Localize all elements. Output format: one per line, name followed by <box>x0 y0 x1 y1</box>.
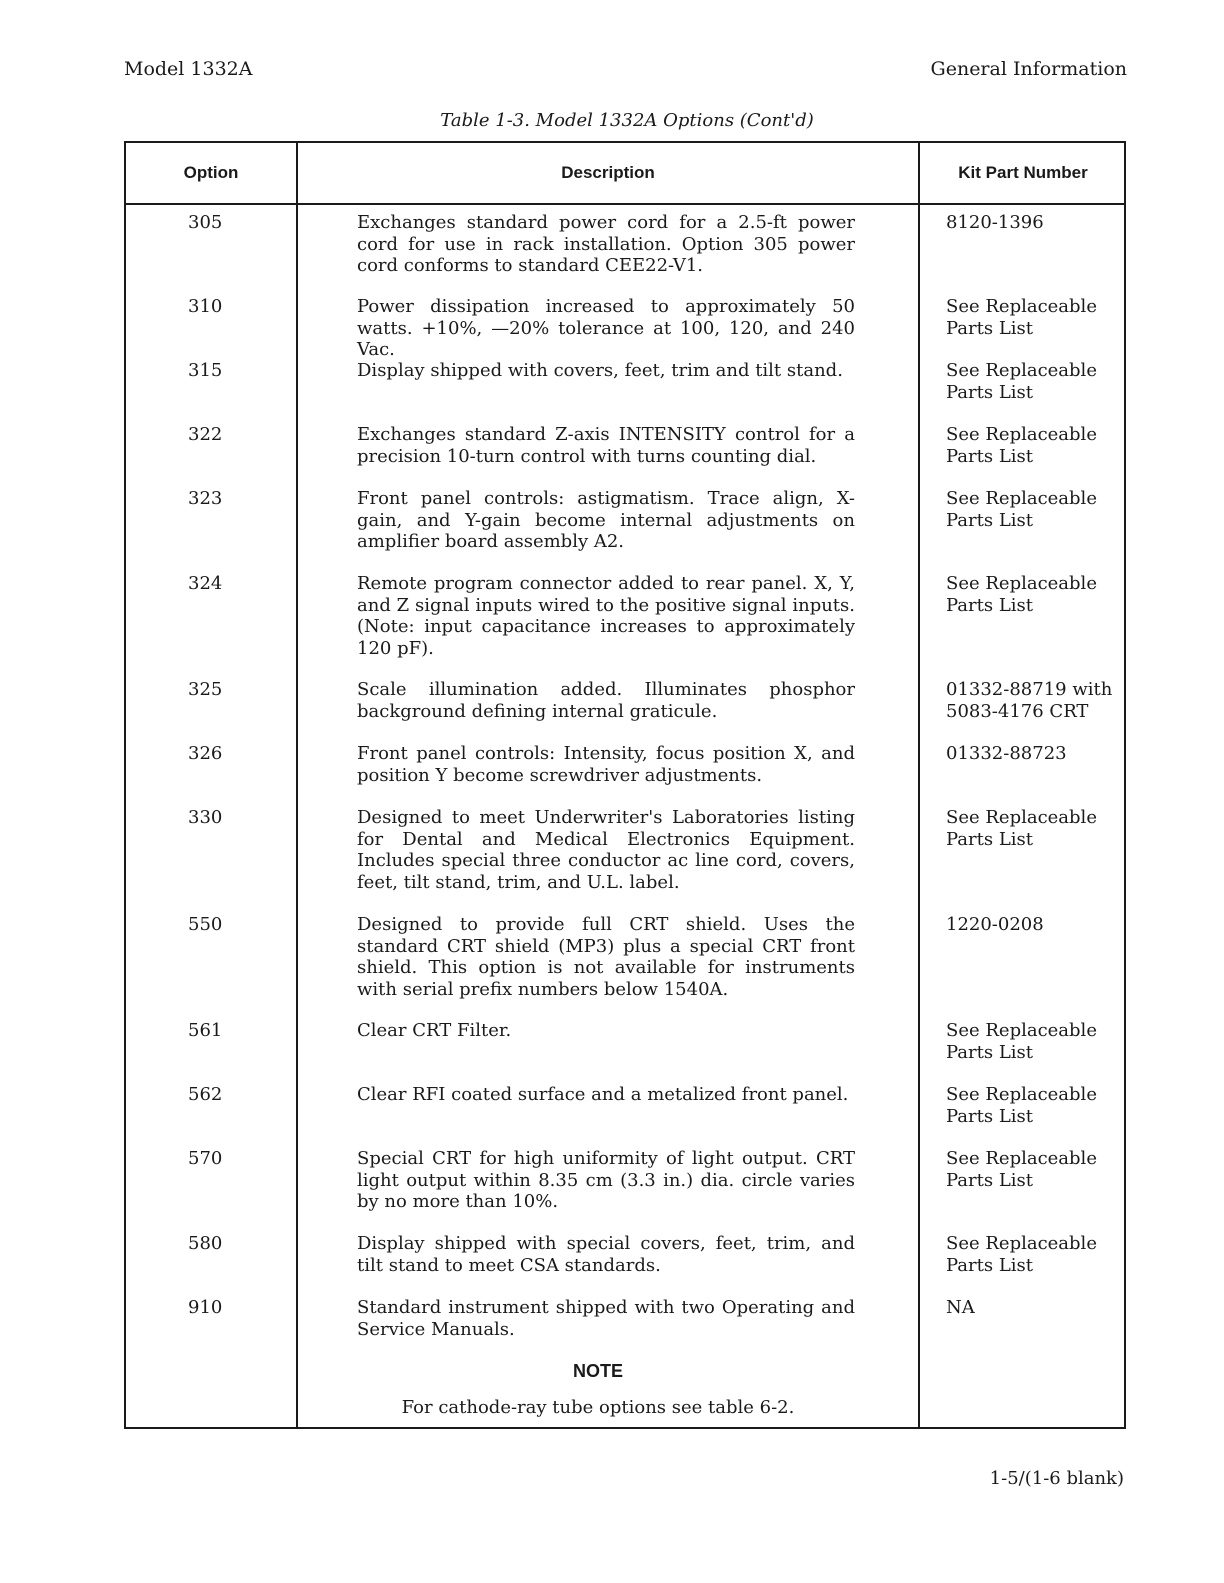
option-description: Exchanges standard power cord for a 2.5-ft power cord for use in rack installation. Option 305 power cord conforms to standard CEE22-V1. <box>357 212 855 276</box>
note-title: NOTE <box>572 1361 623 1381</box>
kit-part-number: See Replaceable Parts List <box>946 1233 1097 1276</box>
column-divider <box>296 143 298 1427</box>
page-number: 1-5/(1-6 blank) <box>989 1468 1124 1489</box>
option-number: 326 <box>188 743 223 764</box>
kit-part-number: 8120-1396 <box>946 212 1044 233</box>
kit-part-number: See Replaceable Parts List <box>946 1084 1097 1127</box>
kit-part-number: See Replaceable Parts List <box>946 807 1097 850</box>
kit-part-number: 1220-0208 <box>946 914 1044 935</box>
column-header-kit: Kit Part Number <box>958 163 1088 182</box>
option-description: Display shipped with special covers, feet, trim, and tilt stand to meet CSA standards. <box>357 1233 855 1276</box>
kit-part-number: 01332-88723 <box>946 743 1067 764</box>
option-number: 323 <box>188 488 223 509</box>
column-header-option: Option <box>183 163 239 182</box>
note-text: For cathode-ray tube options see table 6-2. <box>401 1397 795 1418</box>
kit-part-number: See Replaceable Parts List <box>946 488 1097 531</box>
option-description: Designed to provide full CRT shield. Uses the standard CRT shield (MP3) plus a special CRT front shield. This option is not available for instruments with serial prefix numbers below 1540A. <box>357 914 855 1000</box>
option-number: 580 <box>188 1233 223 1254</box>
header-model: Model 1332A <box>124 58 253 80</box>
option-number: 310 <box>188 296 223 317</box>
option-number: 570 <box>188 1148 223 1169</box>
column-header-description: Description <box>561 163 655 182</box>
option-number: 325 <box>188 679 223 700</box>
option-description: Clear RFI coated surface and a metalized front panel. <box>357 1084 849 1105</box>
option-number: 561 <box>188 1020 223 1041</box>
kit-part-number: NA <box>946 1297 975 1318</box>
kit-part-number: See Replaceable Parts List <box>946 573 1097 616</box>
kit-part-number: See Replaceable Parts List <box>946 1020 1097 1063</box>
option-number: 305 <box>188 212 223 233</box>
option-description: Special CRT for high uniformity of light output. CRT light output within 8.35 cm (3.3 in.) dia. circle varies by no more than 10%. <box>357 1148 855 1212</box>
kit-part-number: See Replaceable Parts List <box>946 360 1097 403</box>
option-description: Exchanges standard Z-axis INTENSITY control for a precision 10-turn control with turns counting dial. <box>357 424 855 467</box>
option-description: Front panel controls: astigmatism. Trace align, X-gain, and Y-gain become internal adjustments on amplifier board assembly A2. <box>357 488 855 552</box>
option-description: Designed to meet Underwriter's Laboratories listing for Dental and Medical Electronics Equipment. Includes special three conductor ac line cord, covers, feet, tilt stand, trim, and U.L. label. <box>357 807 855 893</box>
kit-part-number: See Replaceable Parts List <box>946 1148 1097 1191</box>
option-description: Standard instrument shipped with two Operating and Service Manuals. <box>357 1297 855 1340</box>
option-number: 324 <box>188 573 223 594</box>
option-number: 330 <box>188 807 223 828</box>
header-divider <box>126 203 1124 205</box>
option-number: 910 <box>188 1297 223 1318</box>
column-divider <box>918 143 920 1427</box>
table-caption: Table 1-3. Model 1332A Options (Cont'd) <box>440 110 814 131</box>
kit-part-number: 01332-88719 with 5083-4176 CRT <box>946 679 1113 722</box>
kit-part-number: See Replaceable Parts List <box>946 296 1097 339</box>
option-number: 562 <box>188 1084 223 1105</box>
option-description: Remote program connector added to rear panel. X, Y, and Z signal inputs wired to the positive signal inputs. (Note: input capacitance increases to approximately 120 pF). <box>357 573 855 659</box>
option-description: Power dissipation increased to approximately 50 watts. +10%, —20% tolerance at 100, 120, and 240 Vac. <box>357 296 855 360</box>
header-section: General Information <box>930 58 1127 80</box>
option-number: 315 <box>188 360 223 381</box>
option-description: Front panel controls: Intensity, focus position X, and position Y become screwdriver adjustments. <box>357 743 855 786</box>
option-description: Display shipped with covers, feet, trim and tilt stand. <box>357 360 843 381</box>
options-table <box>124 141 1126 1429</box>
kit-part-number: See Replaceable Parts List <box>946 424 1097 467</box>
option-number: 550 <box>188 914 223 935</box>
option-description: Clear CRT Filter. <box>357 1020 512 1041</box>
option-description: Scale illumination added. Illuminates phosphor background defining internal graticule. <box>357 679 855 722</box>
option-number: 322 <box>188 424 223 445</box>
